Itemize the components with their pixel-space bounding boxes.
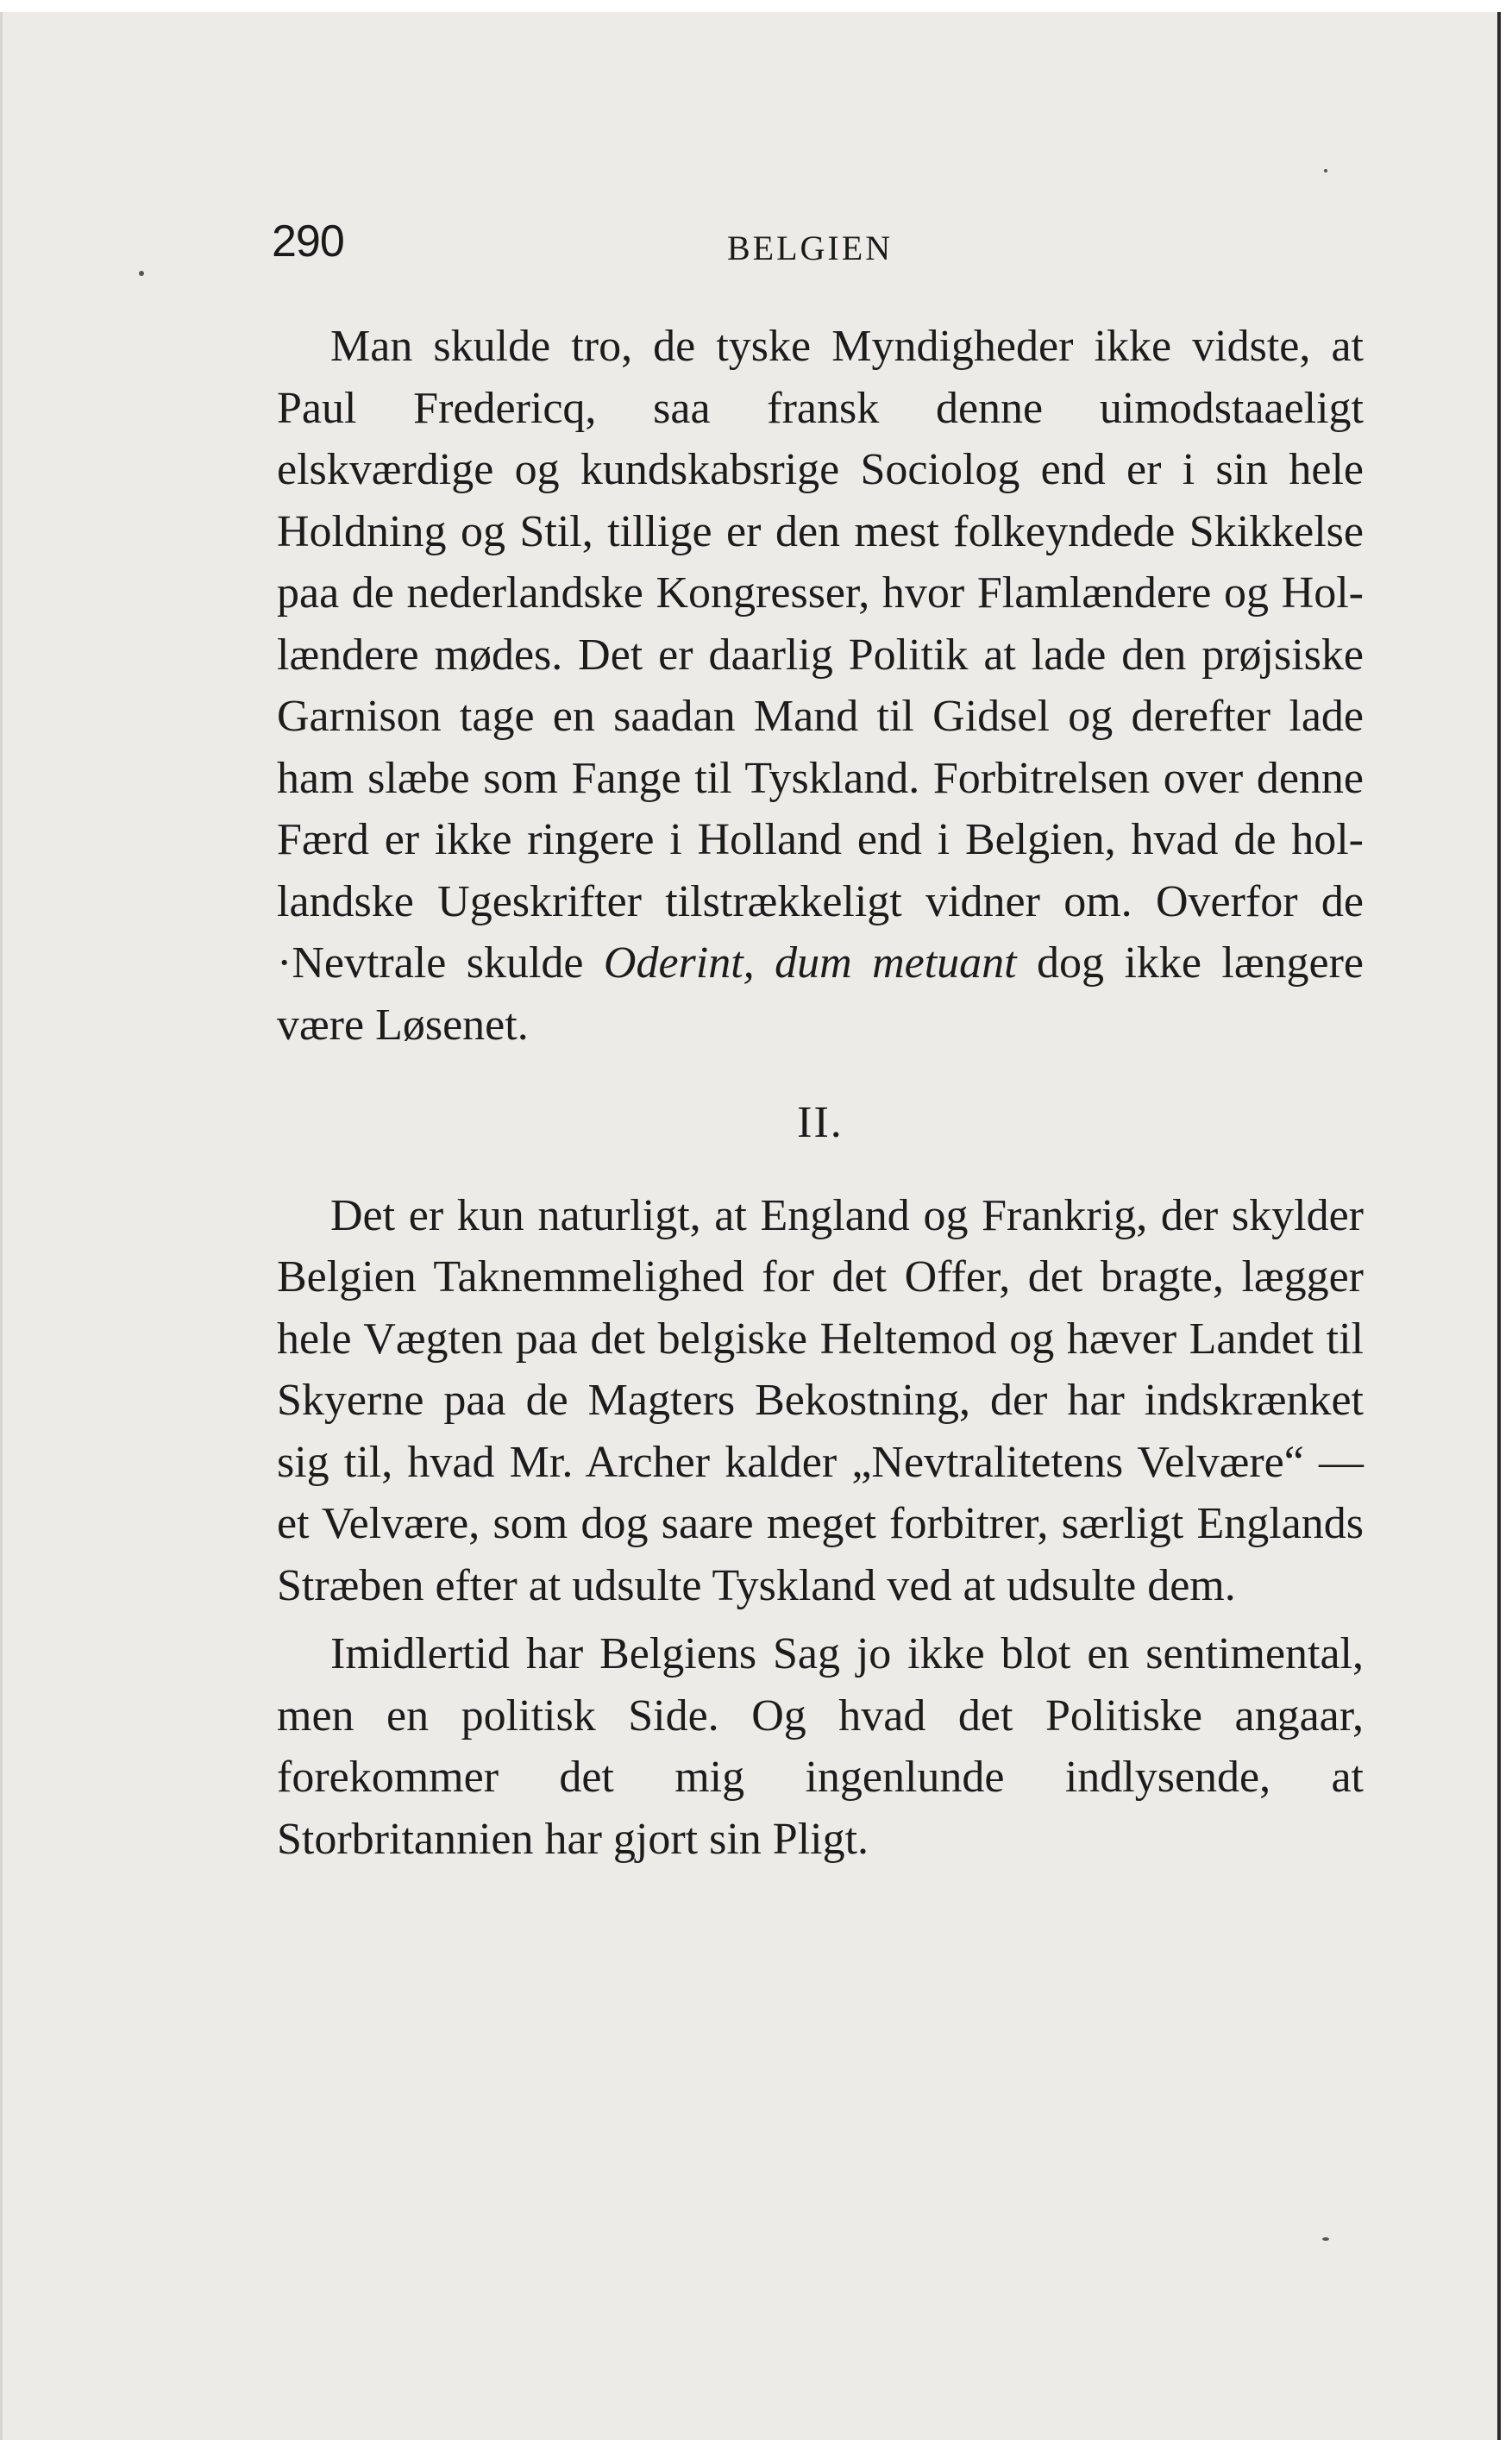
paragraph-section-two-2: Imidlertid har Belgiens Sag jo ikke blot en sentimental, men en politisk Side. Og hvad det Politiske angaar, forekommer det mig ingenlunde indlysende, at Storbritannien har gjort sin Pligt. bbox=[277, 1629, 1364, 1864]
paragraph-text: Man skulde tro, de tyske Myndigheder ikke vidste, at Paul Fredericq, saa fransk denne uimodstaaeligt elskværdige og kundskabsrige Sociolog end er i sin hele Holdning og Stil, tillige er den mest folkeyndede Skikkelse paa de nederlandske Kongresser, hvor Flamlændere og Hollændere mødes. Det er daarlig Politik at lade den prøjsiske Garnison tage en saadan Mand til Gidsel og derefter lade ham slæbe som Fange til Tyskland. Forbitrelsen over denne Færd er ikke ringere i Holland end i Belgien, hvad de hollandske Ugeskrifter tilstrækkeligt vidner om. Overfor de ·Nevtrale skulde bbox=[277, 322, 1364, 988]
page-header bbox=[272, 216, 1367, 285]
section-heading: II. bbox=[797, 1098, 844, 1147]
paragraph-spacer bbox=[277, 1616, 1364, 1623]
paragraph-section-one bbox=[277, 316, 1364, 1056]
latin-quote: Oderint, dum metuant bbox=[603, 938, 1017, 988]
paragraph-section-two-1: Det er kun naturligt, at England og Frankrig, der skylder Belgien Taknemmelighed for det Offer, det bragte, lægger hele Vægten paa det belgiske Heltemod og hæver Landet til Skyerne paa de Magters Bekostning, der har indskrænket sig til, hvad Mr. Archer kalder „Nevtralitetens Velvære“ — et Velvære, som dog saare meget forbitrer, særligt Englands Stræben efter at udsulte Tyskland ved at udsulte dem. bbox=[277, 1190, 1364, 1610]
scan-speck bbox=[1322, 2237, 1329, 2241]
scanned-page bbox=[0, 12, 1501, 2440]
scan-speck bbox=[1324, 169, 1327, 172]
paragraph-text-end: dog ikke længere være Løsenet. bbox=[277, 938, 1364, 1050]
page-number: 290 bbox=[272, 216, 344, 267]
body-text bbox=[277, 316, 1364, 1870]
running-head: BELGIEN bbox=[727, 229, 894, 267]
scan-speck bbox=[139, 271, 144, 276]
